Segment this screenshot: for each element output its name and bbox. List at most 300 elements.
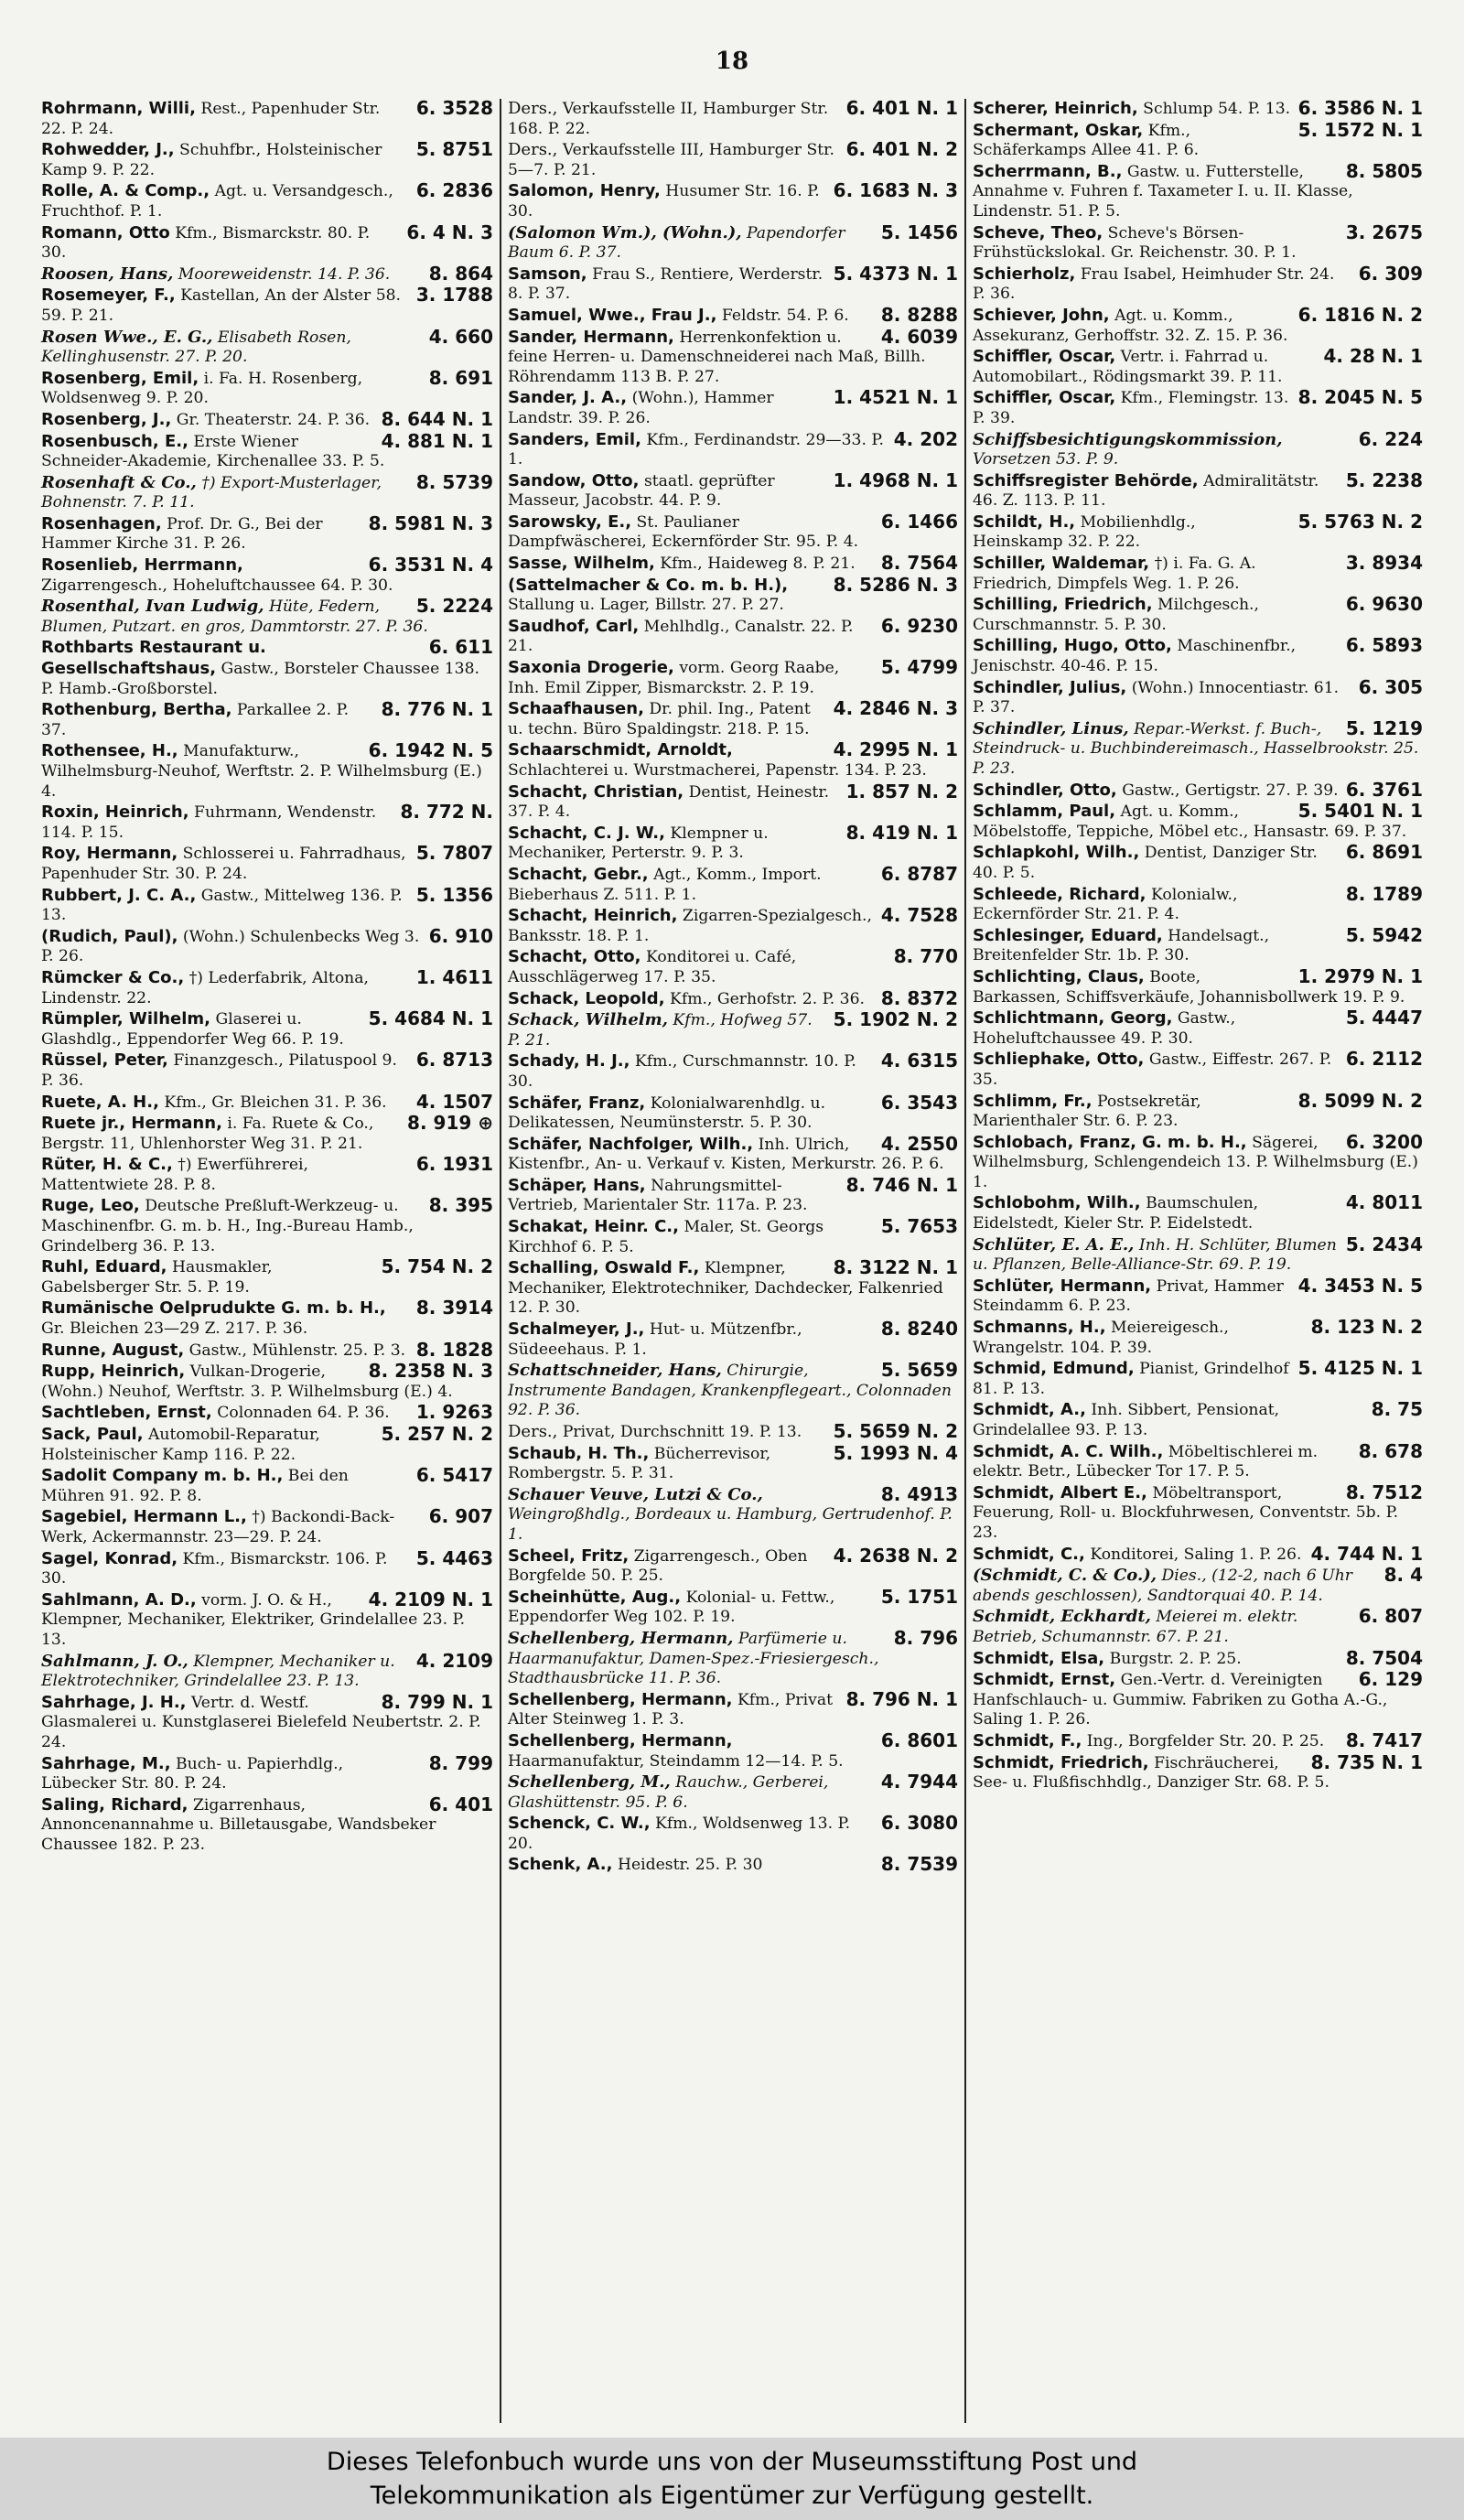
directory-entry <box>41 965 493 1008</box>
entry-details: Kfm., Bismarckstr. 106. P. 30. <box>41 1549 388 1588</box>
directory-entry <box>41 407 493 431</box>
entry-name: Sahrhage, M., <box>41 1753 171 1773</box>
entry-name: Schildt, H., <box>973 512 1076 532</box>
entry-details: Kfm., Ferdinandstr. 29—33. P. 1. <box>508 430 884 469</box>
directory-entry <box>41 1257 493 1298</box>
footer-notice <box>0 2438 1464 2520</box>
directory-entry <box>973 1235 1423 1276</box>
entry-name: Rosenlieb, Herrmann, <box>41 555 243 576</box>
entry-details: Burgstr. 2. P. 25. <box>1104 1649 1242 1668</box>
phone-number: 6. 1942 N. 5 <box>368 739 493 762</box>
directory-entry <box>508 1258 958 1319</box>
directory-entry <box>973 427 1423 470</box>
entry-name: Sanders, Emil, <box>508 429 641 449</box>
entry-details: Vertr. i. Fahrrad u. Automobilart., Rödingsmarkt 39. P. 11. <box>973 348 1283 386</box>
phone-number: 6. 1816 N. 2 <box>1297 303 1423 326</box>
phone-number: 8. 796 N. 1 <box>845 1687 958 1710</box>
phone-number: 8. 864 <box>428 262 493 285</box>
directory-entry <box>973 303 1423 346</box>
phone-number: 6. 2112 <box>1345 1048 1423 1071</box>
entry-details: Schlosserei u. Fahrradhaus, Papenhuder Str. 30. P. 24. <box>41 845 406 883</box>
entry-name: Schiller, Waldemar, <box>973 554 1150 574</box>
entry-details: Admiralitätstr. 46. Z. 113. P. 11. <box>973 471 1319 511</box>
entry-name: Scheel, Fritz, <box>508 1545 630 1566</box>
phone-number: 5. 2434 <box>1345 1233 1423 1255</box>
entry-name: Ruhl, Eduard, <box>41 1257 167 1277</box>
phone-number: 6. 910 <box>428 924 493 947</box>
entry-details: †) Backondi-Back-Werk, Ackermannstr. 23—29. P. 24. <box>41 1508 395 1546</box>
phone-number: 6. 1931 <box>415 1153 493 1176</box>
directory-entry <box>41 325 493 368</box>
phone-number: 6. 401 N. 2 <box>845 138 958 161</box>
entry-details: vorm. Georg Raabe, Inh. Emil Zipper, Bismarckstr. 2. P. 19. <box>508 659 840 697</box>
directory-entry <box>41 638 493 699</box>
entry-name: Rubbert, J. C. A., <box>41 885 197 905</box>
entry-name: Schaarschmidt, Arnoldt, <box>508 740 733 760</box>
entry-details: Rest., Papenhuder Str. 22. P. 24. <box>41 100 381 138</box>
directory-entry <box>41 1546 493 1589</box>
entry-name: Sander, J. A., <box>508 388 628 408</box>
directory-entry <box>41 140 493 180</box>
entry-name: Schmidt, C., <box>973 1544 1085 1564</box>
entry-details: Vertr. d. Westf. Glasmalerei u. Kunstglaserei Bielefeld Neubertstr. 2. P. 24. <box>41 1693 481 1751</box>
entry-name: Schliephake, Otto, <box>973 1050 1145 1070</box>
entry-details: Schuhfbr., Holsteinischer Kamp 9. P. 22. <box>41 141 382 179</box>
entry-name: Schauer Veuve, Lutzi & Co., <box>508 1484 763 1504</box>
entry-name: Schäfer, Nachfolger, Wilh., <box>508 1134 754 1154</box>
phone-number: 6. 9230 <box>880 614 958 637</box>
directory-entry <box>508 1772 958 1813</box>
entry-name: Scheve, Theo, <box>973 222 1103 242</box>
entry-name: Rosen Wwe., E. G., <box>41 327 213 347</box>
directory-entry <box>508 614 958 657</box>
entry-name: Schmid, Edmund, <box>973 1359 1135 1379</box>
directory-entry <box>508 1217 958 1257</box>
directory-entry <box>508 427 958 470</box>
entry-name: Schäper, Hans, <box>508 1175 646 1195</box>
entry-details: Kfm., Bismarckstr. 80. P. 30. <box>41 223 371 263</box>
phone-number: 6. 8787 <box>880 862 958 885</box>
entry-name: Rothenburg, Bertha, <box>41 700 232 720</box>
directory-entry <box>41 597 493 637</box>
phone-number: 4. 2638 N. 2 <box>833 1544 958 1567</box>
entry-name: Rothbarts Restaurant u. Gesellschaftshaus, <box>41 638 266 679</box>
footer-line-1: Dieses Telefonbuch wurde uns von der Museumsstiftung Post und <box>326 2448 1138 2476</box>
entry-details: Agt., Komm., Import. Bieberhaus Z. 511. P. 1. <box>508 865 822 904</box>
entry-details: Bücherrevisor, Rombergstr. 5. P. 31. <box>508 1444 771 1483</box>
phone-number: 5. 4373 N. 1 <box>833 262 958 285</box>
phone-number: 8. 7417 <box>1345 1728 1423 1751</box>
phone-number: 8. 1789 <box>1345 882 1423 905</box>
entry-name: Schindler, Julius, <box>973 677 1127 697</box>
directory-entry <box>508 554 958 575</box>
entry-name: Rüssel, Peter, <box>41 1050 168 1071</box>
entry-details: Rauchw., Gerberei, Glashüttenstr. 95. P. 6. <box>508 1773 829 1812</box>
entry-name: Schakat, Heinr. C., <box>508 1217 679 1237</box>
directory-entry <box>973 923 1423 966</box>
entry-name: Ruete jr., Hermann, <box>41 1114 222 1134</box>
entry-details: Dr. phil. Ing., Patent u. techn. Büro Spaldingstr. 218. P. 15. <box>508 700 811 738</box>
phone-number: 8. 770 <box>893 945 958 968</box>
directory-entry <box>508 1585 958 1628</box>
phone-number: 8. 799 <box>428 1751 493 1774</box>
directory-entry <box>41 1090 493 1114</box>
directory-entry <box>41 844 493 884</box>
phone-number: 8. 5739 <box>415 470 493 493</box>
phone-number: 6. 3761 <box>1345 778 1423 801</box>
directory-entry <box>973 1089 1423 1132</box>
directory-entry <box>508 699 958 739</box>
entry-details: Zigarrengesch., Oben Borgfelde 50. P. 25. <box>508 1546 808 1586</box>
entry-details: Vulkan-Drogerie, (Wohn.) Neuhof, Werftstr. 3. P. Wilhelmsburg (E.) 4. <box>41 1362 453 1401</box>
entry-details: Maschinenfbr., Jenischstr. 40-46. P. 15. <box>973 637 1297 676</box>
directory-entry <box>973 843 1423 883</box>
entry-details: Weingroßhdlg., Bordeaux u. Hamburg, Gertrudenhof. P. 1. <box>508 1505 953 1544</box>
entry-name: Sandow, Otto, <box>508 470 640 490</box>
entry-name: Schmanns, H., <box>973 1318 1106 1338</box>
phone-number: 5. 1219 <box>1345 716 1423 739</box>
phone-number: 4. 881 N. 1 <box>381 429 493 452</box>
entry-name: Schmidt, F., <box>973 1730 1082 1750</box>
entry-details: Meierei m. elektr. Betrieb, Schumannstr. 67. P. 21. <box>973 1608 1298 1646</box>
directory-entry <box>41 1298 493 1339</box>
entry-details: Automobil-Reparatur, Holsteinischer Kamp 116. P. 22. <box>41 1426 320 1464</box>
phone-number: 8. 3914 <box>415 1297 493 1319</box>
entry-name: Schiffsbesichtigungskommission, <box>973 429 1283 449</box>
entry-name: Schilling, Friedrich, <box>973 595 1153 615</box>
entry-details: Klempner, Mechaniker u. Elektrotechniker, Grindelallee 23. P. 13. <box>41 1652 395 1691</box>
entry-details: Möbeltransport, Feuerung, Roll- u. Blockfuhrwesen, Conventstr. 5b. P. 23. <box>973 1483 1399 1542</box>
phone-number: 8. 772 N. <box>400 801 493 824</box>
phone-number: 6. 3543 <box>880 1091 958 1114</box>
entry-name: Salomon, Henry, <box>508 181 661 201</box>
directory-entry <box>41 924 493 967</box>
phone-number: 6. 401 N. 1 <box>845 99 958 119</box>
directory-entry <box>973 1359 1423 1399</box>
entry-details: Gastw., Borsteler Chaussee 138. P. Hamb.-Großborstel. <box>41 660 480 698</box>
directory-entry <box>508 325 958 388</box>
phone-number: 5. 1902 N. 2 <box>833 1008 958 1031</box>
entry-details: Fuhrmann, Wendenstr. 114. P. 15. <box>41 803 377 842</box>
directory-entry <box>973 1008 1423 1049</box>
directory-entry <box>973 1750 1423 1793</box>
entry-name: (Schmidt, C. & Co.), <box>973 1566 1157 1586</box>
entry-details: Verkaufsstelle II, Hamburger Str. 168. P. 22. <box>508 100 829 138</box>
entry-name: Schattschneider, Hans, <box>508 1361 722 1381</box>
entry-name: Schaub, H. Th., <box>508 1443 650 1463</box>
phone-number: 8. 7512 <box>1345 1481 1423 1503</box>
phone-number: 5. 4799 <box>880 656 958 679</box>
entry-details: Agt. u. Komm., Assekuranz, Gerhoffstr. 32. Z. 15. P. 36. <box>973 306 1288 345</box>
directory-entry <box>508 512 958 553</box>
directory-entry <box>973 636 1423 676</box>
entry-name: Scheinhütte, Aug., <box>508 1587 682 1607</box>
entry-name: Sadolit Company m. b. H., <box>41 1466 284 1486</box>
phone-number: 6. 8691 <box>1345 841 1423 864</box>
phone-number: 5. 5659 <box>880 1359 958 1382</box>
entry-name: Rosemeyer, F., <box>41 285 176 306</box>
entry-details: Dentist, Heinestr. 37. P. 4. <box>508 782 830 822</box>
phone-number: 4. 2995 N. 1 <box>833 738 958 761</box>
phone-number: 6. 8713 <box>415 1049 493 1072</box>
entry-details: Gr. Bleichen 23—29 Z. 217. P. 36. <box>41 1319 308 1339</box>
entry-name: Ruge, Leo, <box>41 1196 140 1216</box>
directory-entry <box>508 1814 958 1854</box>
entry-name: Schlesinger, Eduard, <box>973 925 1163 945</box>
entry-details: Kfm., Gerhofstr. 2. P. 36. <box>664 989 865 1008</box>
entry-details: †) Export-Musterlager, Bohnenstr. 7. P. 11. <box>41 473 382 512</box>
directory-entry <box>508 1687 958 1730</box>
entry-details: Sägerei, Wilhelmsburg, Schlengendeich 13. P. Wilhelmsburg (E.) 1. <box>973 1133 1418 1191</box>
entry-details: †) Lederfabrik, Altona, Lindenstr. 22. <box>41 968 369 1007</box>
directory-entry <box>973 882 1423 925</box>
directory-entry <box>508 1546 958 1587</box>
phone-number: 4. 6039 <box>880 325 958 348</box>
phone-number: 8. 5805 <box>1345 159 1423 182</box>
phone-number: 6. 3528 <box>415 99 493 119</box>
entry-name: Rosenthal, Ivan Ludwig, <box>41 597 264 617</box>
phone-number: 8. 419 N. 1 <box>845 821 958 844</box>
directory-entry <box>973 1607 1423 1647</box>
entry-details: Fischräucherei, See- u. Flußfischhdlg., Danziger Str. 68. P. 5. <box>973 1753 1329 1793</box>
phone-number: 1. 9263 <box>415 1401 493 1424</box>
phone-number: 5. 5942 <box>1345 923 1423 946</box>
directory-entry <box>41 741 493 802</box>
entry-name: Schmidt, Albert E., <box>973 1482 1147 1502</box>
phone-number: 4. 2846 N. 3 <box>833 697 958 720</box>
entry-details: Herrenkonfektion u. feine Herren- u. Damenschneiderei nach Maß, Billh. Röhrendamm 113 B. P. 27. <box>508 328 926 386</box>
phone-number: 6. 5417 <box>415 1464 493 1487</box>
phone-number: 6. 401 <box>428 1793 493 1815</box>
phone-number: 5. 2238 <box>1345 468 1423 491</box>
entry-details: Gastw., Hoheluftchaussee 49. P. 30. <box>973 1009 1236 1048</box>
phone-number: 6. 807 <box>1358 1605 1423 1628</box>
entry-name: Schiffler, Oscar, <box>973 388 1116 408</box>
entry-details: Kfm., Gr. Bleichen 31. P. 36. <box>158 1093 387 1112</box>
entry-name: Sasse, Wilhelm, <box>508 554 655 574</box>
phone-number: 6. 9630 <box>1345 593 1423 616</box>
entry-details: Kolonialw., Eckernförder Str. 21. P. 4. <box>973 885 1238 924</box>
directory-entry <box>41 1590 493 1651</box>
directory-entry <box>973 1050 1423 1090</box>
directory-entry <box>508 1319 958 1360</box>
phone-number: 6. 305 <box>1358 675 1423 698</box>
directory-entry <box>41 429 493 472</box>
entry-details: Kfm., Schäferkamps Allee 41. P. 6. <box>973 121 1200 160</box>
entry-name: Sagebiel, Hermann L., <box>41 1507 247 1527</box>
entry-name: Schlobohm, Wilh., <box>973 1193 1141 1213</box>
directory-entry <box>41 470 493 513</box>
entry-name: Ders., <box>508 99 558 118</box>
phone-number: 8. 8288 <box>880 303 958 326</box>
entry-details: Postsekretär, Marienthaler Str. 6. P. 23. <box>973 1092 1201 1131</box>
phone-number: 5. 8751 <box>415 138 493 161</box>
directory-entry <box>973 388 1423 428</box>
entry-name: Romann, Otto <box>41 222 170 242</box>
directory-entry <box>973 1400 1423 1440</box>
directory-entry <box>41 1751 493 1794</box>
directory-entry <box>508 740 958 781</box>
directory-entry <box>973 1318 1423 1358</box>
entry-details: Husumer Str. 16. P. 30. <box>508 182 820 221</box>
phone-number: 5. 1456 <box>880 221 958 243</box>
phone-number: 1. 4968 N. 1 <box>833 468 958 491</box>
entry-details: (Wohn.), Hammer Landstr. 39. P. 26. <box>508 389 774 427</box>
entry-details: Parkallee 2. P. 37. <box>41 701 350 739</box>
entry-details: Stallung u. Lager, Billstr. 27. P. 27. <box>508 596 784 615</box>
entry-name: Schiffler, Oscar, <box>973 347 1116 367</box>
phone-number: 8. 7564 <box>880 552 958 575</box>
phone-number: 5. 4463 <box>415 1546 493 1569</box>
directory-entry <box>973 1542 1423 1566</box>
directory-entry <box>508 1626 958 1689</box>
entry-name: Schmidt, Ernst, <box>973 1670 1116 1690</box>
directory-entry <box>508 1482 958 1545</box>
entry-details: Gr. Theaterstr. 24. P. 36. <box>171 410 371 429</box>
entry-details: Scheve's Börsen-Frühstückslokal. Gr. Reichenstr. 30. P. 1. <box>973 223 1297 263</box>
phone-number: 6. 4 N. 3 <box>406 221 493 243</box>
entry-details: Gen.-Vertr. d. Vereinigten Hanfschlauch- u. Gummiw. Fabriken zu Gotha A.-G., Saling 1. P. 26. <box>973 1671 1388 1729</box>
entry-name: Sahrhage, J. H., <box>41 1692 187 1712</box>
entry-name: Schindler, Linus, <box>973 718 1129 738</box>
phone-number: 4. 2109 <box>415 1649 493 1672</box>
entry-name: Schiever, John, <box>973 305 1110 325</box>
phone-number: 8. 1828 <box>415 1338 493 1361</box>
phone-number: 8. 644 N. 1 <box>381 407 493 430</box>
entry-details: Erste Wiener Schneider-Akademie, Kirchenallee 33. P. 5. <box>41 432 385 471</box>
directory-entry <box>973 716 1423 780</box>
directory-entry <box>973 159 1423 222</box>
entry-name: Schellenberg, Hermann, <box>508 1689 733 1709</box>
entry-name: Schindler, Otto, <box>973 780 1117 800</box>
entry-details: Ing., Borgfelder Str. 20. P. 25. <box>1082 1731 1325 1750</box>
entry-details: Nahrungsmittel-Vertrieb, Marientaler Str. 117a. P. 23. <box>508 1176 808 1215</box>
entry-name: Sack, Paul, <box>41 1425 144 1444</box>
entry-details: Kfm., Hofweg 57. P. 21. <box>508 1011 813 1050</box>
page-number: 18 <box>715 48 749 75</box>
entry-details: Papendorfer Baum 6. P. 37. <box>508 223 845 263</box>
entry-details: Handelsagt., Breitenfelder Str. 1b. P. 30. <box>973 926 1270 965</box>
entry-details: Kastellan, An der Alster 58. 59. P. 21. <box>41 286 402 325</box>
phone-number: 6. 3586 N. 1 <box>1297 99 1423 119</box>
entry-name: Schacht, Gebr., <box>508 864 649 884</box>
phone-number: 5. 4447 <box>1345 1007 1423 1029</box>
phone-number: 3. 8934 <box>1345 552 1423 575</box>
entry-name: Sagel, Konrad, <box>41 1548 178 1568</box>
directory-entry <box>508 181 958 221</box>
entry-details: Kolonialwarenhdlg. u. Delikatessen, Neumünsterstr. 5. P. 30. <box>508 1093 826 1133</box>
entry-details: Möbeltischlerei m. elektr. Betr., Lübecker Tor 17. P. 5. <box>973 1442 1319 1481</box>
entry-details: Konditorei u. Café, Ausschlägerweg 17. P. 35. <box>508 948 797 986</box>
directory-entry <box>508 1010 958 1050</box>
phone-number: 5. 1572 N. 1 <box>1297 118 1423 141</box>
entry-name: Schleede, Richard, <box>973 884 1146 904</box>
phone-number: 8. 7504 <box>1345 1646 1423 1669</box>
directory-entry <box>973 223 1423 264</box>
directory-entry <box>973 264 1423 305</box>
directory-columns <box>35 99 1429 2423</box>
directory-entry <box>508 658 958 698</box>
entry-details: Klempner u. Mechaniker, Perterstr. 9. P. 3. <box>508 824 769 863</box>
phone-number: 8. 919 ⊕ <box>407 1112 493 1135</box>
phone-number: 8. 799 N. 1 <box>381 1690 493 1713</box>
phone-number: 4. 7528 <box>880 904 958 927</box>
phone-number: 8. 691 <box>428 366 493 389</box>
phone-number: 8. 123 N. 2 <box>1310 1316 1423 1339</box>
column-middle <box>500 99 964 2423</box>
directory-entry <box>41 883 493 926</box>
phone-number: 6. 129 <box>1358 1668 1423 1691</box>
entry-name: Schierholz, <box>973 264 1076 284</box>
entry-name: Samson, <box>508 264 587 284</box>
phone-number: 5. 4125 N. 1 <box>1297 1357 1423 1380</box>
entry-name: Rümcker & Co., <box>41 967 185 987</box>
entry-details: Hut- u. Mützenfbr., Südeeehaus. P. 1. <box>508 1320 802 1359</box>
directory-entry <box>508 1441 958 1484</box>
phone-number: 5. 5659 N. 2 <box>833 1420 958 1442</box>
directory-entry <box>973 1670 1423 1730</box>
entry-name: Saxonia Drogerie, <box>508 658 674 678</box>
entry-name: Schlobach, Franz, G. m. b. H., <box>973 1132 1247 1152</box>
entry-details: Boote, Barkassen, Schiffsverkäufe, Johannisbollwerk 19. P. 9. <box>973 967 1405 1007</box>
entry-name: Schacht, Christian, <box>508 781 684 802</box>
entry-name: Schlüter, Hermann, <box>973 1276 1152 1296</box>
directory-entry <box>973 1566 1423 1606</box>
entry-details: Mehlhdlg., Canalstr. 22. P. 21. <box>508 617 854 656</box>
entry-details: Gastw., Gertigstr. 27. P. 39. <box>1116 781 1339 800</box>
entry-details: Milchgesch., Curschmannstr. 5. P. 30. <box>973 596 1259 634</box>
phone-number: 8. 796 <box>893 1626 958 1649</box>
phone-number: 8. 746 N. 1 <box>845 1173 958 1196</box>
entry-name: Schacht, C. J. W., <box>508 823 665 843</box>
entry-name: Schmidt, Eckhardt, <box>973 1607 1151 1627</box>
entry-details: Baumschulen, Eidelstedt, Kieler Str. P. Eidelstedt. <box>973 1194 1259 1233</box>
directory-entry <box>41 1362 493 1402</box>
phone-number: 8. 75 <box>1371 1398 1423 1421</box>
directory-entry <box>973 554 1423 594</box>
phone-number: 1. 857 N. 2 <box>845 780 958 802</box>
directory-entry <box>508 1132 958 1175</box>
phone-number: 4. 3453 N. 5 <box>1297 1274 1423 1297</box>
phone-number: 8. 8372 <box>880 986 958 1009</box>
entry-name: Schlimm, Fr., <box>973 1091 1093 1111</box>
entry-name: Sahlmann, A. D., <box>41 1589 197 1610</box>
entry-details: Agt. u. Versandgesch., Fruchthof. P. 1. <box>41 182 393 221</box>
directory-entry <box>973 118 1423 161</box>
phone-number: 6. 611 <box>428 636 493 659</box>
entry-name: Schaafhausen, <box>508 699 644 719</box>
entry-name: Schellenberg, Hermann, <box>508 1730 733 1750</box>
entry-name: Rosenhaft & Co., <box>41 472 197 492</box>
entry-name: Schmidt, A. C. Wilh., <box>973 1441 1164 1461</box>
directory-entry <box>508 388 958 428</box>
entry-details: Elisabeth Rosen, Kellinghusenstr. 27. P. 20. <box>41 328 351 367</box>
entry-details: i. Fa. Ruete & Co., Bergstr. 11, Uhlenhorster Weg 31. P. 21. <box>41 1115 374 1153</box>
entry-name: Rohwedder, J., <box>41 140 175 160</box>
entry-name: Schalmeyer, J., <box>508 1319 645 1340</box>
entry-name: Sachtleben, Ernst, <box>41 1403 212 1423</box>
phone-number: 4. 2109 N. 1 <box>368 1588 493 1610</box>
column-left <box>35 99 500 2423</box>
entry-details: †) i. Fa. G. A. Friedrich, Dimpfels Weg. 1. P. 26. <box>973 555 1256 593</box>
phone-number: 8. 776 N. 1 <box>381 698 493 721</box>
entry-details: Gastw., Mühlenstr. 25. P. 3. <box>184 1341 406 1360</box>
entry-details: vorm. J. O. & H., Klempner, Mechaniker, Elektriker, Grindelallee 23. P. 13. <box>41 1590 466 1649</box>
phone-number: 4. 2550 <box>880 1132 958 1155</box>
phone-number: 5. 5763 N. 2 <box>1297 510 1423 533</box>
entry-details: Inh. H. Schlüter, Blumen u. Pflanzen, Belle-Alliance-Str. 69. P. 19. <box>973 1235 1337 1275</box>
entry-details: Privat, Durchschnitt 19. P. 13. <box>557 1423 802 1441</box>
